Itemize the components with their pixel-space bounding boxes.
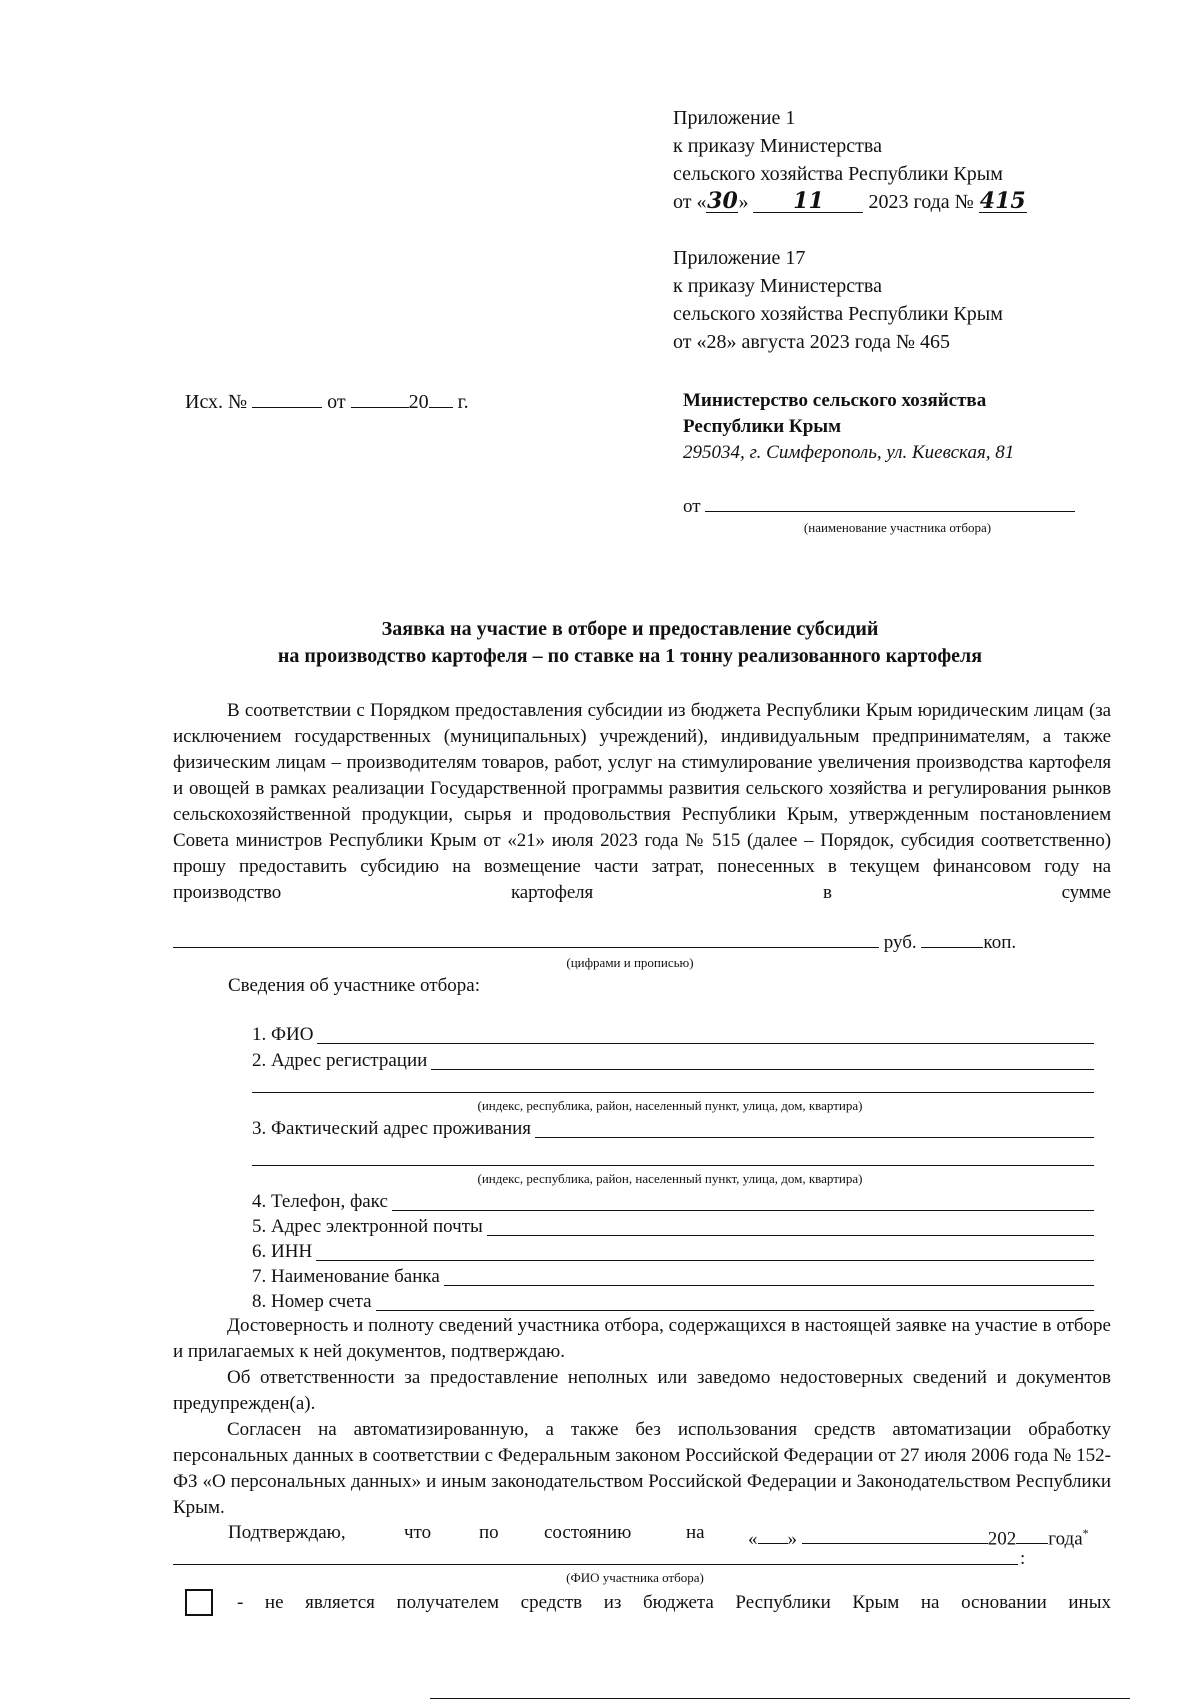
confirm-word-2: что	[404, 1522, 432, 1543]
fio-colon: :	[1020, 1548, 1026, 1569]
participant-intro: Сведения об участнике отбора:	[228, 975, 480, 996]
addressee-address: 295034, г. Симферополь, ул. Киевская, 81	[683, 442, 1015, 463]
applicant-caption: (наименование участника отбора)	[803, 520, 992, 535]
applicant-from-line: от	[683, 493, 1085, 520]
participant-fio-field[interactable]	[173, 1564, 1018, 1565]
field-bank-name[interactable]	[252, 1264, 1094, 1288]
field-registration-address[interactable]	[252, 1048, 1094, 1072]
heading-line1: Заявка на участие в отборе и предоставление субсидий	[381, 618, 879, 640]
confirm-word-5: на	[686, 1522, 705, 1543]
confirm-day-field[interactable]	[758, 1525, 788, 1544]
checkbox[interactable]	[185, 1589, 213, 1616]
outgoing-date-field[interactable]	[351, 389, 409, 408]
applicant-name-field[interactable]	[705, 493, 1075, 512]
outgoing-number-field[interactable]	[252, 389, 322, 408]
appendix-17-line3: сельского хозяйства Республики Крым	[673, 303, 1003, 325]
addressee-block	[683, 388, 1103, 466]
outgoing-number-line: Исх. № от 20 г.	[185, 391, 469, 413]
handwritten-number: 415	[979, 188, 1026, 214]
registration-address-caption: (индекс, республика, район, населенный пункт, улица, дом, квартира)	[477, 1098, 863, 1113]
field-inn[interactable]	[252, 1239, 1094, 1263]
field-registration-label: 2. Адрес регистрации	[252, 1048, 431, 1074]
confirm-word-4: состоянию	[544, 1522, 632, 1543]
addressee-name-line1: Министерство сельского хозяйства	[683, 390, 987, 411]
confirm-month-field[interactable]	[802, 1525, 988, 1544]
appendix-1-title: Приложение 1	[673, 107, 796, 129]
field-email[interactable]	[252, 1214, 1094, 1238]
fio-caption: (ФИО участника отбора)	[566, 1570, 704, 1585]
appendix-1-line3: сельского хозяйства Республики Крым	[673, 163, 1003, 185]
actual-address-caption: (индекс, республика, район, населенный пункт, улица, дом, квартира)	[477, 1171, 863, 1186]
confirm-line	[228, 1520, 1111, 1550]
appendix-17-line4: от «28» августа 2023 года № 465	[673, 331, 951, 353]
field-email-label: 5. Адрес электронной почты	[252, 1214, 487, 1240]
handwritten-day: 30	[707, 188, 738, 214]
addressee-name-line2: Республики Крым	[683, 416, 842, 437]
amount-field[interactable]	[173, 929, 879, 948]
field-phone-label: 4. Телефон, факс	[252, 1189, 392, 1215]
statement-responsibility: Об ответственности за предоставление неполных или заведомо недостоверных сведений и документов предупрежден(а).	[173, 1367, 1111, 1414]
field-account-number[interactable]	[252, 1289, 1094, 1313]
field-inn-label: 6. ИНН	[252, 1239, 316, 1265]
appendix-1-block	[673, 104, 1113, 216]
actual-address-line2[interactable]	[252, 1165, 1094, 1166]
amount-caption: (цифрами и прописью)	[566, 955, 694, 970]
appendix-1-date-line: от «30» 11 2023 года № 415	[673, 188, 1026, 214]
amount-line: руб. коп.	[173, 929, 1111, 956]
field-actual-address[interactable]	[252, 1116, 1094, 1140]
field-fio-label: 1. ФИО	[252, 1022, 317, 1048]
appendix-17-block	[673, 244, 1113, 356]
checkbox-statement: - не является получателем средств из бюджета Республики Крым на основании иных	[237, 1592, 1111, 1613]
field-fio[interactable]	[252, 1022, 1094, 1046]
appendix-17-title: Приложение 17	[673, 247, 806, 269]
outgoing-year-field[interactable]	[429, 389, 453, 408]
registration-address-line2[interactable]	[252, 1092, 1094, 1093]
confirm-word-1: Подтверждаю,	[228, 1522, 346, 1543]
application-paragraph: В соответствии с Порядком предоставления субсидии из бюджета Республики Крым юридическим лицам (за исключением государственных (муниципальных) учреждений), индивидуальным предпринимателям, а также физическим лицам – производителям товаров, работ, услуг на стимулирование увеличения производства картофеля и овощей в рамках реализации Государственной программы развития сельского хозяйства и регулирования рынков сельскохозяйственной продукции, сырья и продовольствия Республики Крым, утвержденным постановлением Совета министров Республики Крым от «21» июля 2023 года № 515 (далее – Порядок, субсидия соответственно) прошу предоставить субсидию на возмещение части затрат, понесенных в текущем финансовом году на производство картофеля в сумме	[173, 700, 1111, 903]
heading-line2: на производство картофеля – по ставке на 1 тонну реализованного картофеля	[277, 645, 983, 667]
statement-consent: Согласен на автоматизированную, а также без использования средств автоматизации обработку персональных данных в соответствии с Федеральным законом Российской Федерации от 27 июля 2006 года № 152-ФЗ «О персональных данных» и иным законодательством Российской Федерации и Законодательством Республики Крым.	[173, 1419, 1111, 1518]
statement-reliability: Достоверность и полноту сведений участника отбора, содержащихся в настоящей заявке на участие в отборе и прилагаемых к ней документов, подтверждаю.	[173, 1315, 1111, 1362]
confirm-year-field[interactable]	[1016, 1525, 1048, 1544]
field-phone-fax[interactable]	[252, 1189, 1094, 1213]
field-actual-address-label: 3. Фактический адрес проживания	[252, 1116, 535, 1142]
footnote-separator	[430, 1698, 1130, 1699]
confirm-word-3: по	[479, 1522, 499, 1543]
application-heading	[120, 616, 1140, 670]
field-account-label: 8. Номер счета	[252, 1289, 376, 1315]
confirm-date: « » 202 года*	[748, 1526, 1089, 1550]
appendix-17-line2: к приказу Министерства	[673, 275, 882, 297]
handwritten-month: 11	[753, 190, 863, 213]
kopecks-field[interactable]	[921, 929, 983, 948]
appendix-1-year: 2023 года №	[868, 191, 974, 213]
appendix-1-line2: к приказу Министерства	[673, 135, 882, 157]
field-bank-label: 7. Наименование банка	[252, 1264, 444, 1290]
